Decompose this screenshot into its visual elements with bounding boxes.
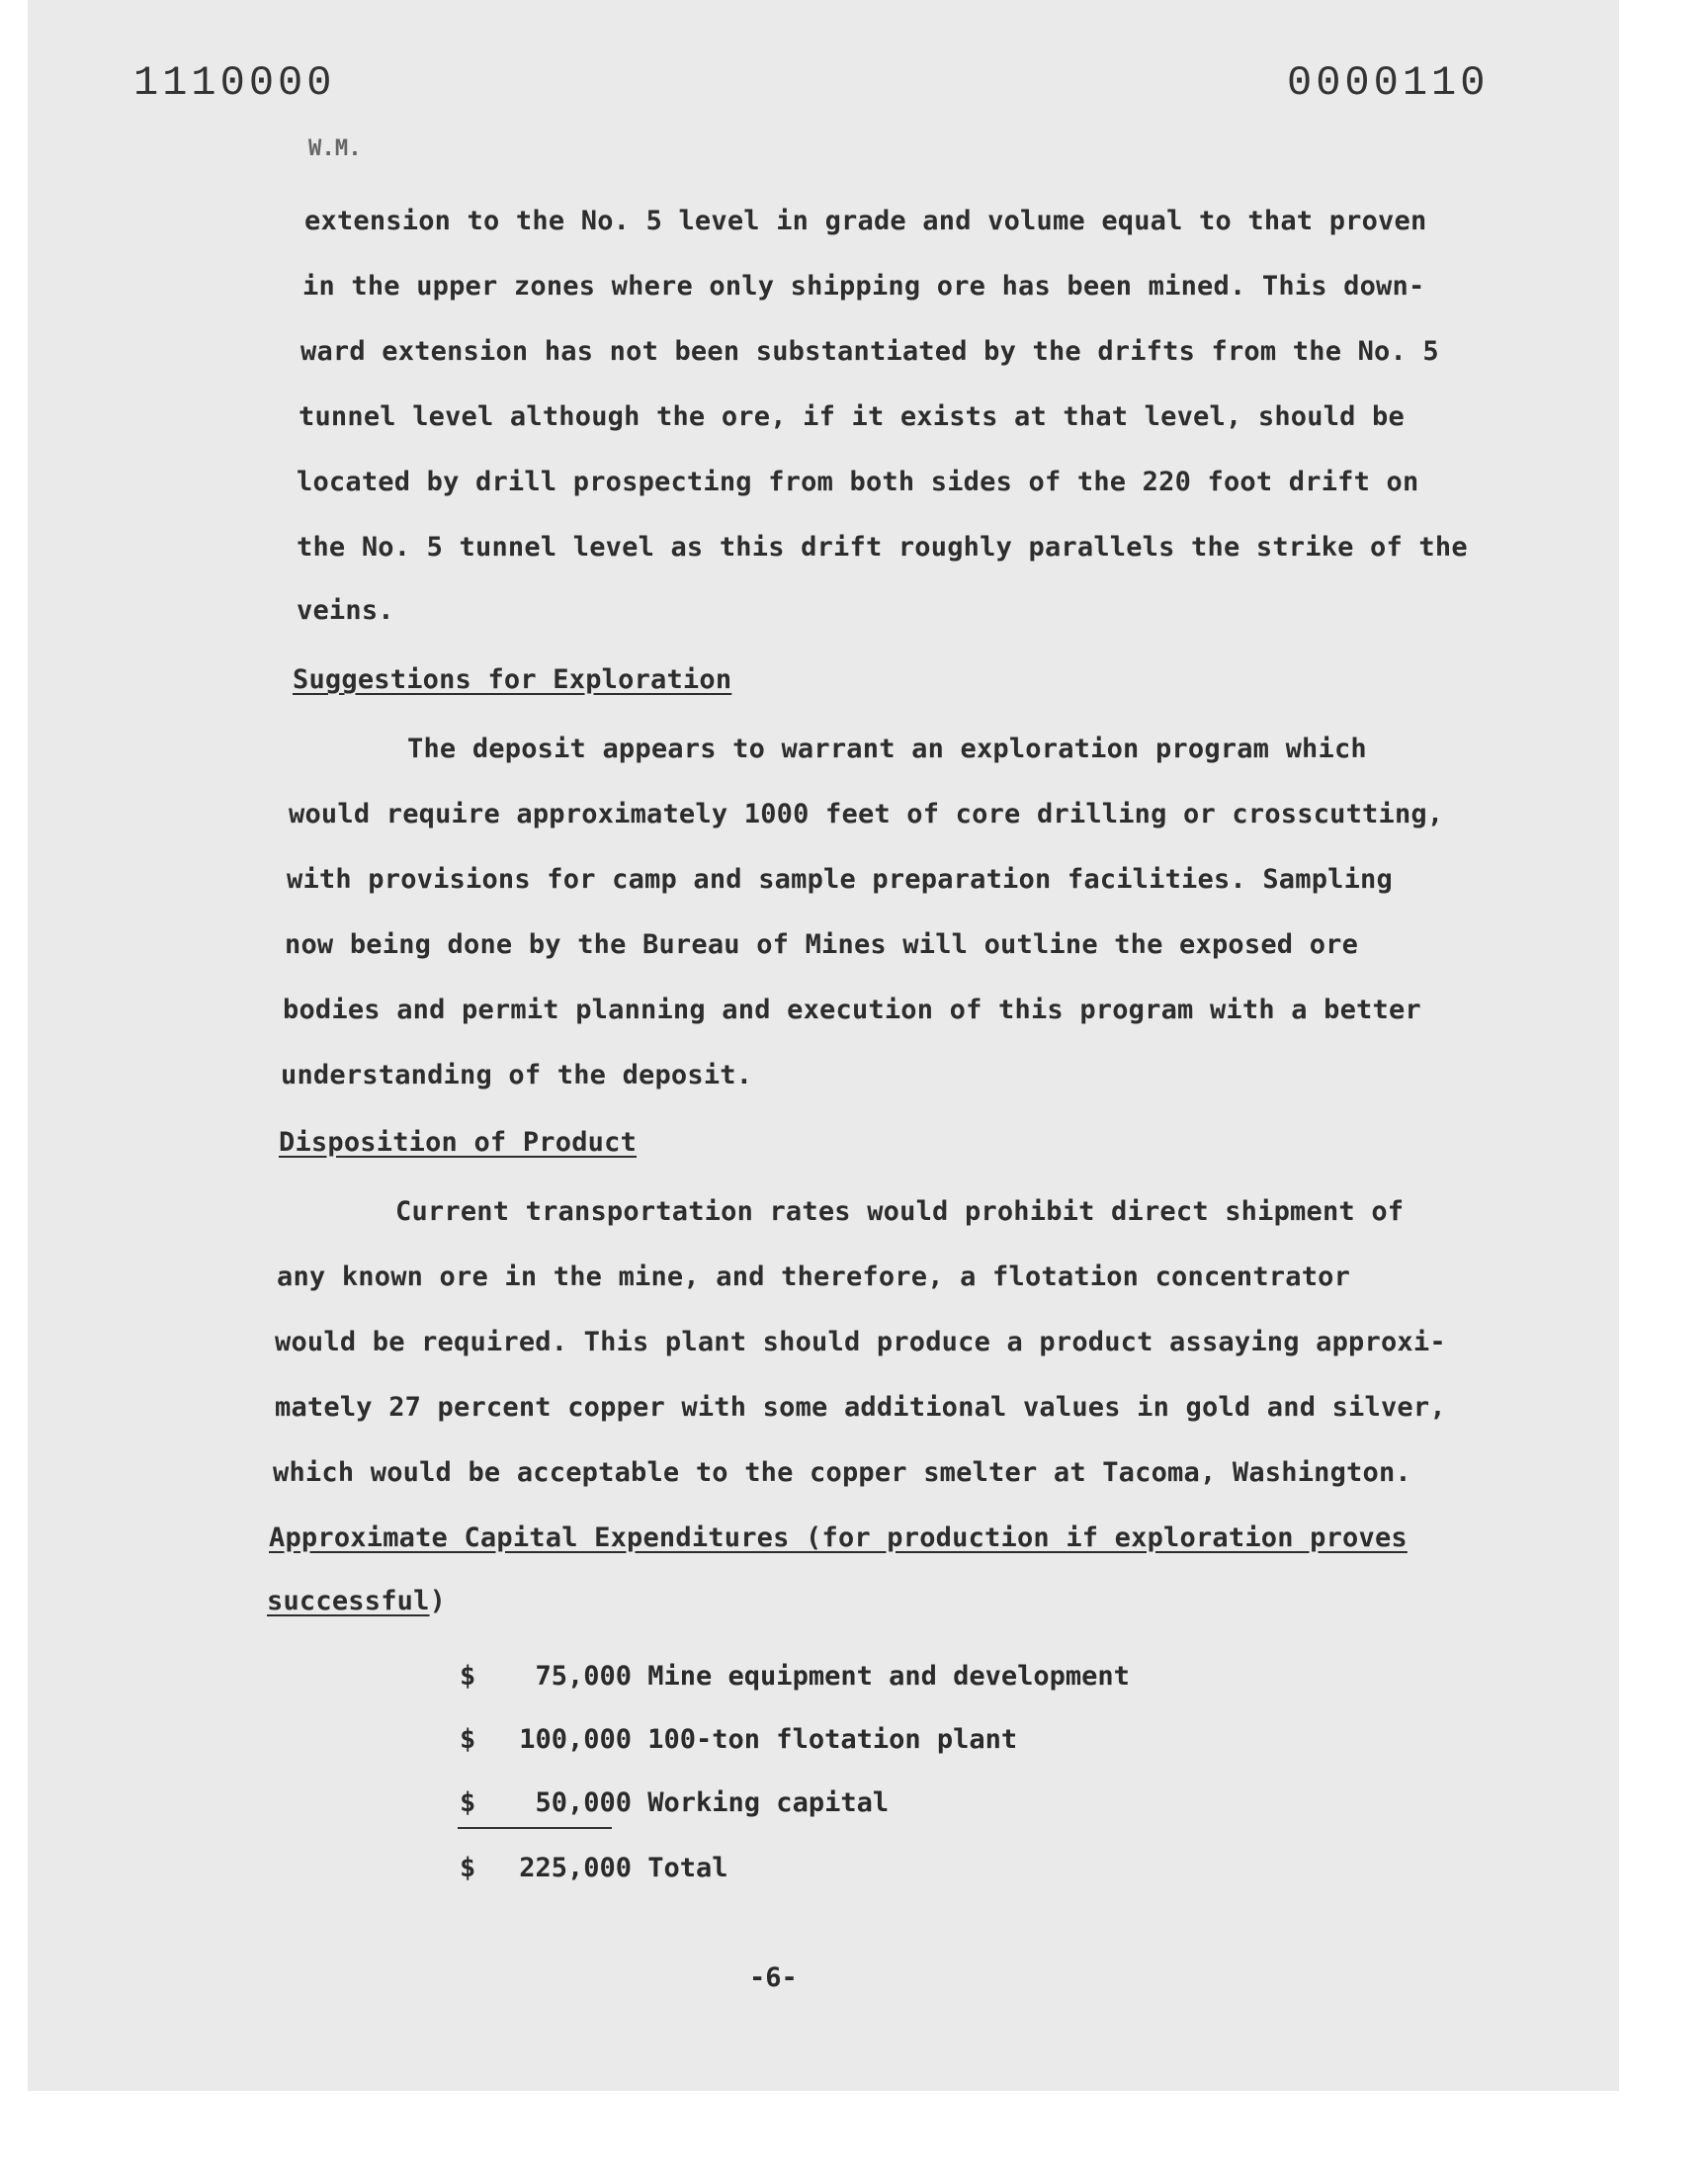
paragraph-line: Current transportation rates would prohibit direct shipment of bbox=[395, 1196, 1405, 1227]
paragraph-line: understanding of the deposit. bbox=[281, 1060, 753, 1090]
section-heading-capital: Approximate Capital Expenditures (for production if exploration proves bbox=[269, 1522, 1408, 1553]
paragraph-line: The deposit appears to warrant an exploration program which bbox=[407, 734, 1367, 764]
paragraph-line: located by drill prospecting from both sides of the 220 foot drift on bbox=[297, 467, 1419, 497]
paragraph-line: tunnel level although the ore, if it exists at that level, should be bbox=[299, 401, 1405, 432]
section-heading-disposition: Disposition of Product bbox=[279, 1127, 638, 1158]
paragraph-line: extension to the No. 5 level in grade and volume equal to that proven bbox=[304, 206, 1427, 236]
paragraph-line: bodies and permit planning and execution of this program with a better bbox=[283, 995, 1421, 1025]
paragraph-line: mately 27 percent copper with some additional values in gold and silver, bbox=[275, 1392, 1446, 1423]
paragraph-line: ward extension has not been substantiated by the drifts from the No. 5 bbox=[300, 336, 1439, 367]
dollar-sign: $ bbox=[460, 1787, 476, 1818]
paragraph-line: in the upper zones where only shipping ore has been mined. This down- bbox=[302, 271, 1425, 302]
expenditure-total bbox=[460, 1853, 728, 1883]
expenditure-description: Total bbox=[647, 1853, 728, 1883]
page-number: -6- bbox=[749, 1962, 798, 1993]
paragraph-line: veins. bbox=[297, 595, 394, 626]
paragraph-line: with provisions for camp and sample preparation facilities. Sampling bbox=[287, 864, 1393, 895]
paragraph-line: would require approximately 1000 feet of core drilling or crosscutting, bbox=[289, 799, 1444, 829]
dollar-sign: $ bbox=[460, 1661, 476, 1692]
paragraph-line: any known ore in the mine, and therefore, a flotation concentrator bbox=[277, 1262, 1351, 1292]
paragraph-line: the No. 5 tunnel level as this drift roughly parallels the strike of the bbox=[297, 532, 1468, 563]
paragraph-line: which would be acceptable to the copper smelter at Tacoma, Washington. bbox=[273, 1457, 1411, 1488]
dollar-sign: $ bbox=[460, 1853, 476, 1883]
expenditure-amount: 50,000 bbox=[535, 1787, 632, 1818]
dollar-sign: $ bbox=[460, 1724, 476, 1755]
document-stamp-left: 1110000 bbox=[133, 59, 336, 107]
expenditure-description: 100-ton flotation plant bbox=[647, 1724, 1018, 1755]
expenditure-item bbox=[460, 1787, 889, 1818]
document-page bbox=[28, 0, 1619, 2091]
section-heading-exploration: Suggestions for Exploration bbox=[293, 664, 732, 695]
expenditure-description: Working capital bbox=[647, 1787, 890, 1818]
expenditure-item bbox=[460, 1724, 1017, 1755]
paragraph-line: now being done by the Bureau of Mines will outline the exposed ore bbox=[285, 929, 1359, 960]
section-heading-capital-continued bbox=[267, 1586, 446, 1616]
document-stamp-right: 0000110 bbox=[1287, 59, 1490, 107]
expenditure-amount: 100,000 bbox=[519, 1724, 632, 1755]
section-heading-capital-line2: successful bbox=[267, 1586, 430, 1616]
section-heading-capital-close: ) bbox=[429, 1586, 447, 1616]
subtotal-rule bbox=[458, 1827, 612, 1829]
author-initials: W.M. bbox=[308, 136, 362, 161]
paragraph-line: would be required. This plant should produce a product assaying approxi- bbox=[275, 1327, 1446, 1357]
page-margin bbox=[0, 2091, 1708, 2175]
expenditure-amount: 75,000 bbox=[535, 1661, 632, 1692]
expenditure-description: Mine equipment and development bbox=[647, 1661, 1130, 1692]
expenditure-amount: 225,000 bbox=[519, 1853, 632, 1883]
expenditure-item bbox=[460, 1661, 1130, 1692]
